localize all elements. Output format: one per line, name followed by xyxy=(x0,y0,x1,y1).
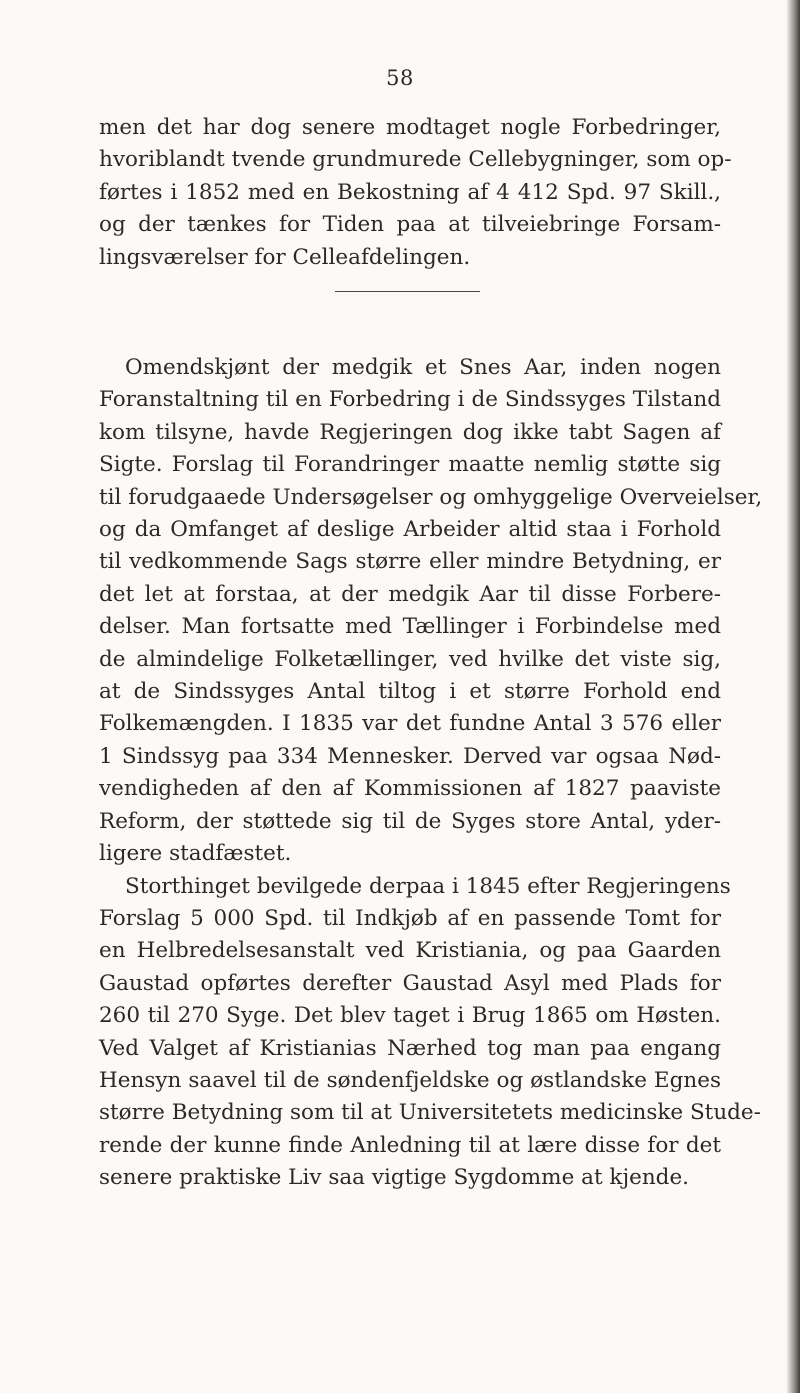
text-line: men det har dog senere modtaget nogle Forbedringer, xyxy=(99,115,721,140)
text-line: kom tilsyne, havde Regjeringen dog ikke tabt Sagen af xyxy=(99,419,721,445)
text-line: og der tænkes for Tiden paa at tilveiebringe Forsam- xyxy=(99,212,721,238)
paragraph-main xyxy=(99,352,763,1195)
text-line: Reform, der støttede sig til de Syges store Antal, yder- xyxy=(99,808,721,834)
text-line: førtes i 1852 med en Bekostning af 4 412 Spd. 97 Skill., xyxy=(99,179,721,205)
text-line: større Betydning som til at Universitetets medicinske Stude- xyxy=(99,1100,761,1126)
text-line: Folkemængden. I 1835 var det fundne Antal 3 576 eller xyxy=(99,711,721,737)
text-line: Forslag 5 000 Spd. til Indkjøb af en passende Tomt for xyxy=(99,905,721,931)
text-line: til forudgaaede Undersøgelser og omhyggelige Overveielser, xyxy=(99,484,763,510)
text-line: 1 Sindssyg paa 334 Mennesker. Derved var ogsaa Nød- xyxy=(99,743,721,769)
text-line: vendigheden af den af Kommissionen af 1827 paaviste xyxy=(99,776,721,802)
text-line: Ved Valget af Kristianias Nærhed tog man paa engang xyxy=(99,1035,721,1061)
text-line: Hensyn saavel til de søndenfjeldske og østlandske Egnes xyxy=(99,1067,721,1093)
text-line: de almindelige Folketællinger, ved hvilke det viste sig, xyxy=(99,646,721,672)
text-line: 260 til 270 Syge. Det blev taget i Brug 1865 om Høsten. xyxy=(99,1003,721,1029)
text-line: senere praktiske Liv saa vigtige Sygdomme at kjende. xyxy=(99,1165,690,1191)
page-number: 58 xyxy=(386,66,414,90)
text-line: det let at forstaa, at der medgik Aar til disse Forbere- xyxy=(99,581,721,607)
text-line: og da Omfanget af deslige Arbeider altid staa i Forhold xyxy=(99,517,721,543)
page-edge-shadow xyxy=(786,0,800,1393)
text-line: Sigte. Forslag til Forandringer maatte nemlig støtte sig xyxy=(99,452,721,478)
text-line: delser. Man fortsatte med Tællinger i Forbindelse med xyxy=(99,614,721,640)
text-line: hvoriblandt tvende grundmurede Cellebygninger, som op- xyxy=(99,147,732,173)
text-line: ligere stadfæstet. xyxy=(99,841,292,867)
text-line: rende der kunne finde Anledning til at lære disse for det xyxy=(99,1132,721,1158)
text-line: lingsværelser for Celleafdelingen. xyxy=(99,244,471,270)
text-line: til vedkommende Sags større eller mindre Betydning, er xyxy=(99,549,721,575)
section-divider xyxy=(335,291,480,292)
text-line: en Helbredelsesanstalt ved Kristiania, og paa Gaarden xyxy=(99,938,721,964)
text-line: Storthinget bevilgede derpaa i 1845 efter Regjeringens xyxy=(125,873,731,899)
paragraph-intro xyxy=(99,112,732,274)
text-line: Foranstaltning til en Forbedring i de Sindssyges Tilstand xyxy=(99,387,721,413)
text-line: Gaustad opførtes derefter Gaustad Asyl med Plads for xyxy=(99,970,721,996)
text-line: at de Sindssyges Antal tiltog i et større Forhold end xyxy=(99,679,721,705)
text-line: Omendskjønt der medgik et Snes Aar, inden nogen xyxy=(125,355,721,380)
